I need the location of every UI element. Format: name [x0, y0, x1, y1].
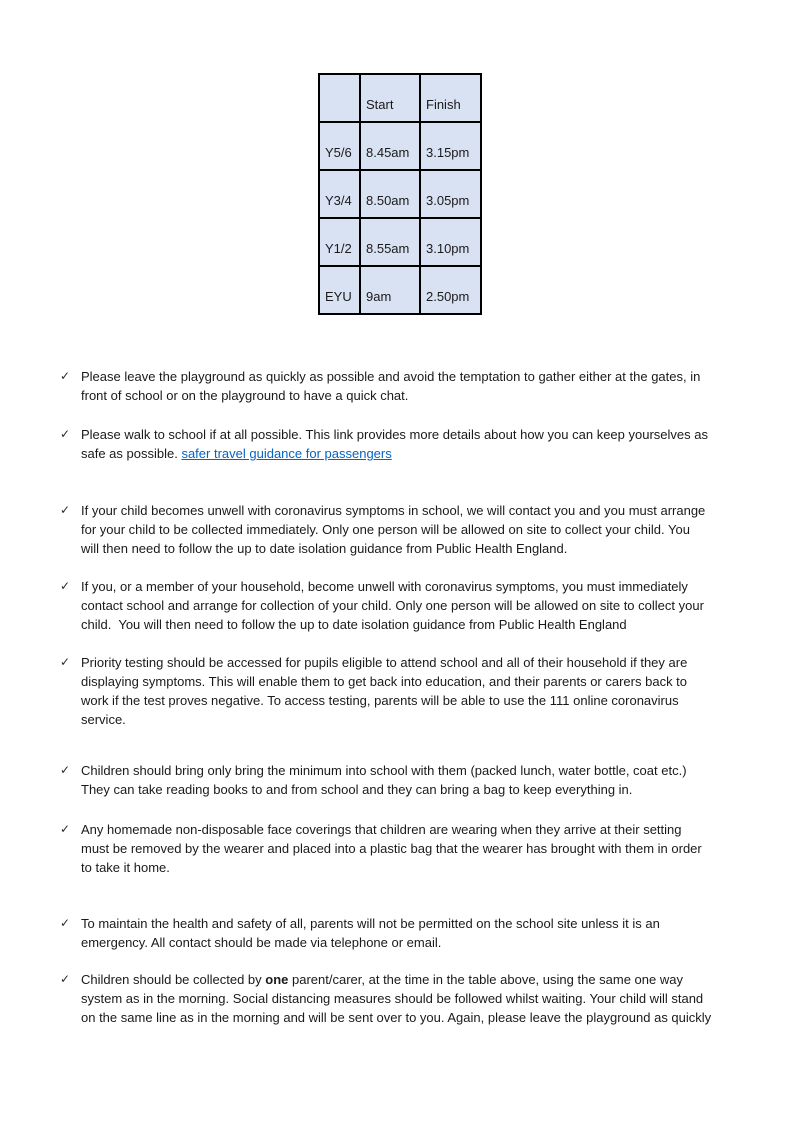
table-header-cell-start: Start	[360, 74, 420, 122]
bullet-item-collection	[60, 970, 774, 1027]
checkmark-icon: ✓	[60, 369, 71, 383]
text-line: must be removed by the wearer and placed into a plastic bag that the wearer has brought with them in order	[81, 841, 702, 856]
bullet-text	[81, 425, 774, 463]
safer-travel-link[interactable]: safer travel guidance for passengers	[181, 446, 392, 461]
bullet-text	[81, 914, 774, 952]
table-header-cell-blank	[319, 74, 360, 122]
table-row	[319, 170, 481, 218]
text-line: To maintain the health and safety of all, parents will not be permitted on the school site unless it is an	[81, 916, 660, 931]
text-segment: parent/carer, at the time in the table above, using the same one way	[288, 972, 683, 987]
table-cell-finish: 2.50pm	[420, 266, 481, 314]
table-cell-start: 8.50am	[360, 170, 420, 218]
table-cell-start: 8.55am	[360, 218, 420, 266]
table-cell-group: Y5/6	[319, 122, 360, 170]
table-header-row	[319, 74, 481, 122]
text-line: contact school and arrange for collection of your child. Only one person will be allowed on site to collect your	[81, 598, 704, 613]
text-line: child. You will then need to follow the up to date isolation guidance from Public Health England	[81, 617, 627, 632]
checkmark-icon: ✓	[60, 427, 71, 441]
bullet-text	[81, 501, 774, 558]
table-cell-start: 8.45am	[360, 122, 420, 170]
checkmark-icon: ✓	[60, 916, 71, 930]
checkmark-icon: ✓	[60, 972, 71, 986]
text-line: work if the test proves negative. To access testing, parents will be able to use the 111 online coronavirus	[81, 693, 679, 708]
text-line: They can take reading books to and from school and they can bring a bag to keep everything in.	[81, 782, 633, 797]
bullet-text	[81, 653, 774, 729]
bullet-item-playground	[60, 367, 774, 405]
bullet-item-household-unwell	[60, 577, 774, 634]
text-line: Any homemade non-disposable face coverings that children are wearing when they arrive at their setting	[81, 822, 682, 837]
table-cell-start: 9am	[360, 266, 420, 314]
text-line: system as in the morning. Social distancing measures should be followed whilst waiting. Your child will stand	[81, 991, 704, 1006]
table-cell-group: Y3/4	[319, 170, 360, 218]
table-cell-group: Y1/2	[319, 218, 360, 266]
bullet-item-parents-not-permitted	[60, 914, 774, 952]
bullet-item-priority-testing	[60, 653, 774, 729]
checkmark-icon: ✓	[60, 503, 71, 517]
text-line	[81, 444, 774, 463]
text-line: Please walk to school if at all possible. This link provides more details about how you can keep yourselves as	[81, 427, 708, 442]
bullet-text	[81, 577, 774, 634]
table-row	[319, 122, 481, 170]
text-segment: safe as possible.	[81, 446, 182, 461]
text-line: Children should bring only bring the minimum into school with them (packed lunch, water bottle, coat etc.)	[81, 763, 687, 778]
checkmark-icon: ✓	[60, 579, 71, 593]
bullet-text	[81, 761, 774, 799]
table-row	[319, 266, 481, 314]
text-line: for your child to be collected immediately. Only one person will be allowed on site to collect your child. You	[81, 522, 690, 537]
text-line: front of school or on the playground to have a quick chat.	[81, 388, 409, 403]
bold-text-segment: one	[265, 972, 289, 987]
bullet-text	[81, 367, 774, 405]
text-line: will then need to follow the up to date isolation guidance from Public Health England.	[81, 541, 568, 556]
bullet-text	[81, 970, 774, 1027]
guidance-bullet-list	[60, 367, 774, 1027]
table-header-cell-finish: Finish	[420, 74, 481, 122]
school-times-table	[318, 73, 482, 315]
bullet-item-bring-minimum	[60, 761, 774, 799]
text-line: displaying symptoms. This will enable them to get back into education, and their parents or carers back to	[81, 674, 688, 689]
checkmark-icon: ✓	[60, 822, 71, 836]
text-segment: Children should be collected by	[81, 972, 266, 987]
table-cell-finish: 3.10pm	[420, 218, 481, 266]
table-cell-group: EYU	[319, 266, 360, 314]
text-line: on the same line as in the morning and will be sent over to you. Again, please leave the playground as quickly	[81, 1010, 712, 1025]
text-line: Priority testing should be accessed for pupils eligible to attend school and all of their household if they are	[81, 655, 688, 670]
text-line: If your child becomes unwell with coronavirus symptoms in school, we will contact you and you must arrange	[81, 503, 706, 518]
checkmark-icon: ✓	[60, 655, 71, 669]
bullet-text	[81, 820, 774, 877]
bullet-item-walk-to-school	[60, 425, 774, 463]
text-line: service.	[81, 712, 126, 727]
checkmark-icon: ✓	[60, 763, 71, 777]
bullet-item-child-unwell	[60, 501, 774, 558]
text-line: to take it home.	[81, 860, 170, 875]
text-line: emergency. All contact should be made via telephone or email.	[81, 935, 442, 950]
text-line: If you, or a member of your household, become unwell with coronavirus symptoms, you must immediately	[81, 579, 688, 594]
table-cell-finish: 3.15pm	[420, 122, 481, 170]
table-cell-finish: 3.05pm	[420, 170, 481, 218]
text-line: Please leave the playground as quickly as possible and avoid the temptation to gather either at the gates, in	[81, 369, 701, 384]
table-row	[319, 218, 481, 266]
text-line	[81, 970, 774, 989]
bullet-item-face-coverings	[60, 820, 774, 877]
